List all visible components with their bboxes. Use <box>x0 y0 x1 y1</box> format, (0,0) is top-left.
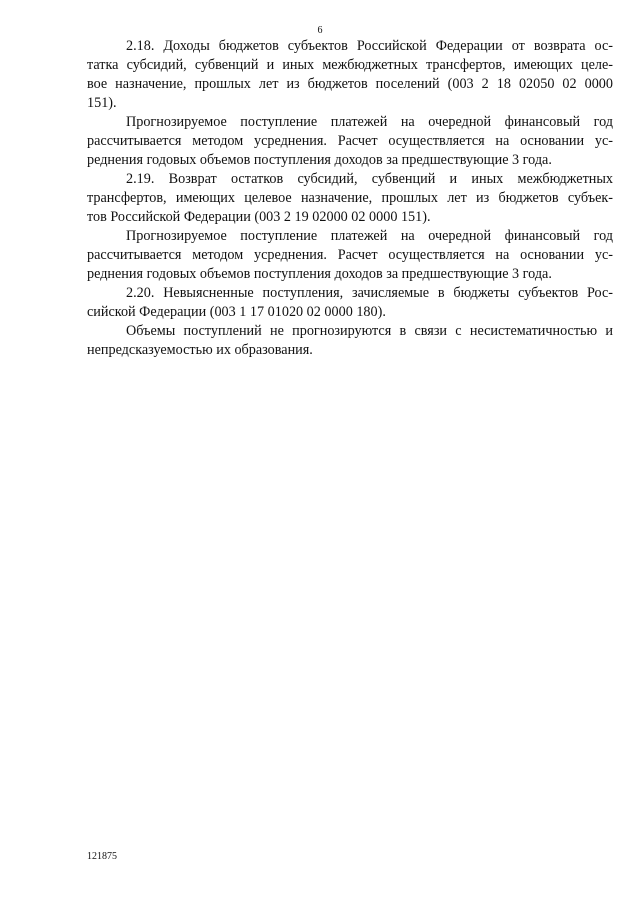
page-number: 6 <box>317 25 323 36</box>
text-line: 2.18. Доходы бюджетов субъектов Российской Федерации от возврата ос- <box>126 38 613 54</box>
text-line: 2.19. Возврат остатков субсидий, субвенций и иных межбюджетных <box>126 171 613 187</box>
document-body <box>87 37 613 360</box>
text-line: Прогнозируемое поступление платежей на очередной финансовый год <box>126 114 613 130</box>
text-line: рассчитывается методом усреднения. Расчет осуществляется на основании ус- <box>87 133 613 149</box>
text-line: 151). <box>87 95 117 111</box>
text-line: Объемы поступлений не прогнозируются в связи с несистематичностью и <box>126 323 613 339</box>
paragraph-2-20 <box>87 284 613 322</box>
text-line: тов Российской Федерации (003 2 19 02000 02 0000 151). <box>87 209 431 225</box>
paragraph-2-18 <box>87 37 613 113</box>
paragraph-unforecast <box>87 322 613 360</box>
text-line: реднения годовых объемов поступления доходов за предшествующие 3 года. <box>87 152 552 168</box>
text-line: сийской Федерации (003 1 17 01020 02 0000 180). <box>87 304 386 320</box>
text-line: реднения годовых объемов поступления доходов за предшествующие 3 года. <box>87 266 552 282</box>
text-line: вое назначение, прошлых лет из бюджетов поселений (003 2 18 02050 02 0000 <box>87 76 613 92</box>
text-line: Прогнозируемое поступление платежей на очередной финансовый год <box>126 228 613 244</box>
paragraph-2-19 <box>87 170 613 227</box>
document-number: 121875 <box>87 851 117 862</box>
text-line: 2.20. Невыясненные поступления, зачисляемые в бюджеты субъектов Рос- <box>126 285 613 301</box>
text-line: рассчитывается методом усреднения. Расчет осуществляется на основании ус- <box>87 247 613 263</box>
text-line: непредсказуемостью их образования. <box>87 342 313 358</box>
paragraph-forecast-1 <box>87 113 613 170</box>
text-line: татка субсидий, субвенций и иных межбюджетных трансфертов, имеющих целе- <box>87 57 613 73</box>
paragraph-forecast-2 <box>87 227 613 284</box>
text-line: трансфертов, имеющих целевое назначение, прошлых лет из бюджетов субъек- <box>87 190 613 206</box>
